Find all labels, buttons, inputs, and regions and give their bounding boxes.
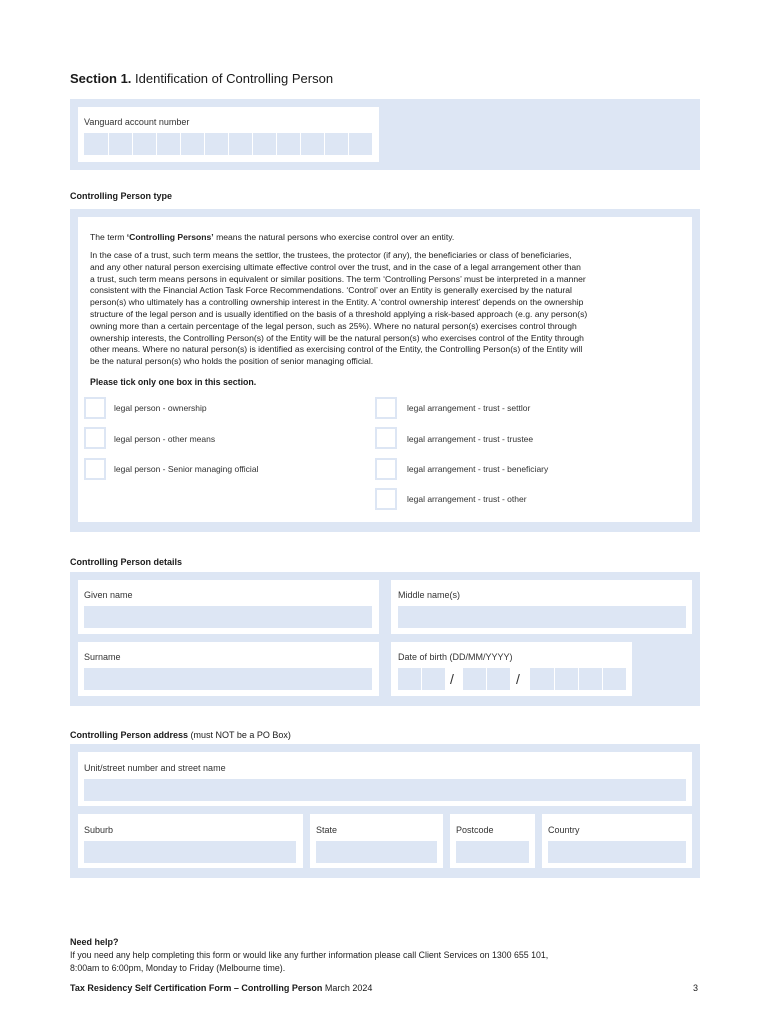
help-text: If you need any help completing this form or would like any further information please call Client Services on 1300 655 101, 8:00am to 6:00pm, Monday to Friday (Melbourne time).	[70, 950, 549, 973]
option-label: legal arrangement - trust - trustee	[407, 434, 534, 444]
checkbox-legal-person-other-means[interactable]	[84, 427, 106, 449]
option-label: legal person - ownership	[114, 403, 207, 413]
country-input[interactable]	[548, 841, 686, 863]
account-number-input[interactable]	[84, 133, 372, 155]
postcode-label: Postcode	[456, 825, 494, 835]
help-title: Need help?	[70, 937, 119, 947]
checkbox-trust-other[interactable]	[375, 488, 397, 510]
surname-label: Surname	[84, 652, 121, 662]
section-title: Identification of Controlling Person	[135, 71, 334, 86]
given-name-input[interactable]	[84, 606, 372, 628]
dob-separator: /	[450, 671, 454, 687]
dob-separator: /	[516, 671, 520, 687]
checkbox-legal-person-senior-official[interactable]	[84, 458, 106, 480]
country-label: Country	[548, 825, 580, 835]
option-label: legal arrangement - trust - beneficiary	[407, 464, 549, 474]
street-label: Unit/street number and street name	[84, 763, 226, 773]
dob-day-input[interactable]	[398, 668, 445, 690]
middle-names-label: Middle name(s)	[398, 590, 461, 600]
person-type-heading: Controlling Person type	[70, 191, 173, 201]
postcode-input[interactable]	[456, 841, 529, 863]
details-heading: Controlling Person details	[70, 557, 183, 567]
street-input[interactable]	[84, 779, 686, 801]
section-heading	[70, 71, 333, 86]
dob-label: Date of birth (DD/MM/YYYY)	[398, 652, 513, 662]
checkbox-trust-settlor[interactable]	[375, 397, 397, 419]
checkbox-legal-person-ownership[interactable]	[84, 397, 106, 419]
suburb-label: Suburb	[84, 825, 114, 835]
dob-month-input[interactable]	[463, 668, 510, 690]
address-heading: Controlling Person address (must NOT be a PO Box)	[70, 730, 291, 740]
definition-paragraph: In the case of a trust, such term means the settlor, the trustees, the protector (if any), the beneficiaries or class of beneficiaries, and any other natural person exercising ultimate effective control over the trust, and in the case of a legal arrangement other than a trust, such term means persons in equivalent or similar positions. The term ‘Controlling Persons’ must be interpreted in a manner consistent with the Financial Action Task Force Recommendations. ‘Control’ over an Entity is generally exercised by the natural person(s) who ultimately has a controlling ownership interest in the Entity. A ‘control ownership interest’ depends on the ownership structure of the legal person and is usually identified on the basis of a threshold applying a risk-based approach (e.g. any person(s) owning more than a certain percentage of the legal person, such as 25%). Where no natural person(s) exercises control through ownership interests, the Controlling Person(s) of the Entity will be the natural person(s) who exercises control of the Entity through other means. Where no natural person(s) is identified as exercising control of the Entity, the Controlling Person(s) of the Entity will be the natural person(s) who holds the position of senior managing official.	[90, 250, 588, 367]
checkbox-trust-trustee[interactable]	[375, 427, 397, 449]
given-name-label: Given name	[84, 590, 133, 600]
suburb-input[interactable]	[84, 841, 296, 863]
form-footer-title: Tax Residency Self Certification Form – Controlling Person March 2024	[70, 983, 373, 993]
checkbox-trust-beneficiary[interactable]	[375, 458, 397, 480]
option-label: legal arrangement - trust - settlor	[407, 403, 531, 413]
option-label: legal person - other means	[114, 434, 216, 444]
account-number-label: Vanguard account number	[84, 117, 190, 127]
state-input[interactable]	[316, 841, 437, 863]
page-number: 3	[693, 983, 699, 993]
option-label: legal person - Senior managing official	[114, 464, 259, 474]
controlling-person-definition: The term ‘Controlling Persons’ means the natural persons who exercise control over an entity.	[90, 232, 455, 242]
option-label: legal arrangement - trust - other	[407, 494, 527, 504]
surname-input[interactable]	[84, 668, 372, 690]
state-label: State	[316, 825, 338, 835]
tick-instruction: Please tick only one box in this section.	[90, 377, 257, 387]
section-number: Section 1.	[70, 71, 132, 86]
middle-names-input[interactable]	[398, 606, 686, 628]
dob-year-input[interactable]	[530, 668, 626, 690]
